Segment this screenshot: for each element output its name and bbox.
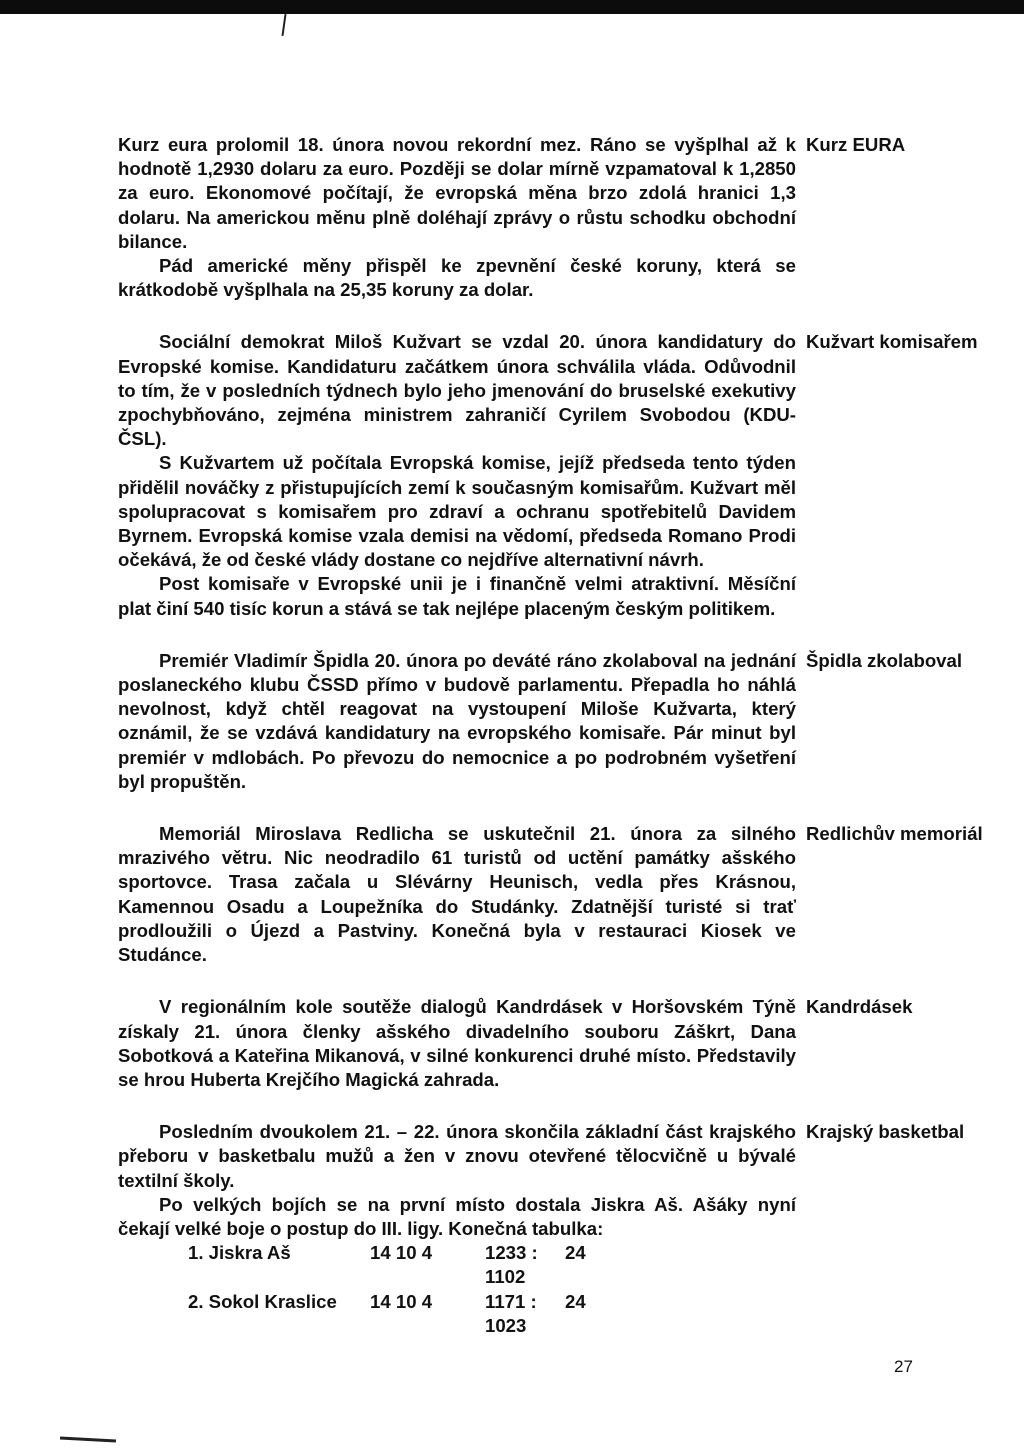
entry-body bbox=[118, 822, 796, 967]
entry-spidla bbox=[118, 649, 988, 794]
document-page bbox=[118, 133, 988, 1366]
margin-label: Redlichův memoriál bbox=[806, 823, 983, 845]
paragraph: Sociální demokrat Miloš Kužvart se vzdal 20. února kandidatury do Evropské komise. Kandidaturu začátkem února schválila vláda. Odůvodnil to tím, že v posledních týdnech bylo jeho jmenování do bruselské exekutivy zpochybňováno, zejména ministrem zahraničí Cyrilem Svobodou (KDU-ČSL). bbox=[118, 331, 796, 450]
margin-label: Špidla zkolaboval bbox=[806, 649, 963, 671]
scan-mark-bottom bbox=[60, 1437, 116, 1443]
page-number: 27 bbox=[894, 1357, 913, 1376]
entry-kandrdasek bbox=[118, 995, 988, 1092]
paragraph: Post komisaře v Evropské unii je i finančně velmi atraktivní. Měsíční plat činí 540 tisíc korun a stává se tak nejlépe placeným českým politikem. bbox=[118, 573, 796, 619]
entry-basketbal bbox=[118, 1120, 988, 1338]
standings-row bbox=[188, 1241, 796, 1289]
paragraph: Pád americké měny přispěl ke zpevnění české koruny, která se krátkodobě vyšplhala na 25,35 koruny za dolar. bbox=[118, 255, 796, 301]
team-name: 2. Sokol Kraslice bbox=[188, 1290, 337, 1312]
team-points: 24 bbox=[565, 1242, 586, 1264]
paragraph: S Kužvartem už počítala Evropská komise, jejíž předseda tento týden přidělil nováčky z přistupujících zemí k současným komisařům. Kužvart měl spolupracovat s komisařem pro zdraví a ochranu spotřebitelů Davidem Byrnem. Evropská komise vzala demisi na vědomí, předseda Romano Prodi očekává, že od české vlády dostane co nejdříve alternativní návrh. bbox=[118, 452, 796, 571]
team-record: 14 10 4 bbox=[370, 1242, 433, 1264]
margin-label: Kandrdásek bbox=[806, 996, 913, 1018]
margin-label: Kužvart komisařem bbox=[806, 331, 978, 353]
entry-body bbox=[118, 1120, 796, 1338]
team-record: 14 10 4 bbox=[370, 1290, 433, 1312]
entry-kuzvart bbox=[118, 330, 988, 620]
paragraph: Memoriál Miroslava Redlicha se uskutečnil 21. února za silného mrazivého větru. Nic neodradilo 61 turistů od uctění památky ašského sportovce. Trasa začala u Slévárny Heunisch, vedla přes Krásnou, Kamennou Osadu a Loupežníka do Studánky. Zdatnější turisté si trať prodloužili o Újezd a Pastviny. Konečná byla v restauraci Kiosek ve Studánce. bbox=[118, 823, 796, 966]
scan-mark bbox=[281, 14, 286, 36]
margin-label: Krajský basketbal bbox=[806, 1121, 965, 1143]
entry-body bbox=[118, 330, 796, 620]
team-points: 24 bbox=[565, 1290, 586, 1312]
scan-top-bar bbox=[0, 0, 1024, 14]
entry-kurz-eura bbox=[118, 133, 988, 302]
paragraph: Kurz eura prolomil 18. února novou rekordní mez. Ráno se vyšplhal až k hodnotě 1,2930 dolaru za euro. Později se dolar mírně vzpamatoval k 1,2850 za euro. Ekonomové počítají, že evropská měna brzo zdolá hranici 1,3 dolaru. Na americkou měnu plně doléhají zprávy o růstu schodku obchodní bilance. bbox=[118, 134, 796, 252]
paragraph: Po velkých bojích se na první místo dostala Jiskra Aš. Ašáky nyní čekají velké boje o postup do III. ligy. Konečná tabulka: bbox=[118, 1193, 796, 1239]
team-name: 1. Jiskra Aš bbox=[188, 1242, 291, 1264]
entry-body bbox=[118, 995, 796, 1092]
entry-body bbox=[118, 133, 796, 302]
standings-row bbox=[188, 1290, 796, 1338]
margin-label: Kurz EURA bbox=[806, 134, 906, 155]
paragraph: Premiér Vladimír Špidla 20. února po deváté ráno zkolaboval na jednání poslaneckého klubu ČSSD přímo v budově parlamentu. Přepadla ho náhlá nevolnost, když chtěl reagovat na vystoupení Miloše Kužvarta, který oznámil, že se vzdává kandidatury na evropského komisaře. Pár minut byl premiér v mdlobách. Po převozu do nemocnice a po podrobném vyšetření byl propuštěn. bbox=[118, 649, 796, 792]
team-score: 1233 : 1102 bbox=[485, 1242, 538, 1288]
paragraph: Posledním dvoukolem 21. – 22. února skončila základní část krajského přeboru v basketbalu mužů a žen v znovu otevřené tělocvičně u bývalé textilní školy. bbox=[118, 1121, 796, 1191]
entry-body bbox=[118, 649, 796, 794]
team-score: 1171 : 1023 bbox=[485, 1290, 537, 1336]
entry-redlich bbox=[118, 822, 988, 967]
standings-table bbox=[188, 1241, 796, 1338]
paragraph: V regionálním kole soutěže dialogů Kandrdásek v Horšovském Týně získaly 21. února členky ašského divadelního souboru Záškrt, Dana Sobotková a Kateřina Mikanová, v silné konkurenci druhé místo. Představily se hrou Huberta Krejčího Magická zahrada. bbox=[118, 996, 796, 1090]
